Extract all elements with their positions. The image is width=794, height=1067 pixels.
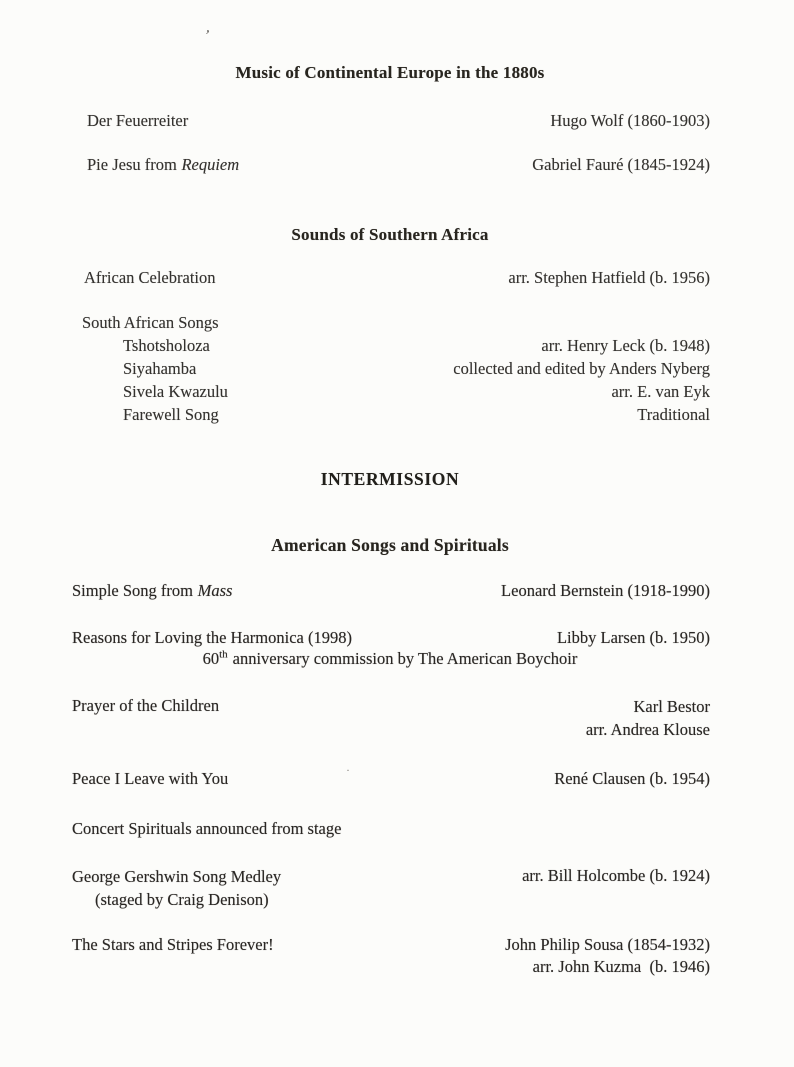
piece-title: The Stars and Stripes Forever! (72, 935, 274, 954)
piece-title: African Celebration (84, 268, 216, 287)
program-sub-entry (70, 334, 710, 357)
section-heading: Sounds of Southern Africa (291, 225, 489, 244)
composer-name: John Philip Sousa (1854-1932) (505, 935, 710, 954)
piece-title-text: Simple Song from (72, 581, 194, 600)
program-entry (72, 865, 710, 911)
composer-column (505, 934, 710, 978)
program-entry (72, 695, 710, 741)
program-entry (72, 934, 710, 978)
commission-note-number: 60 (202, 649, 220, 668)
scan-artifact-mark: ’ (202, 27, 211, 45)
program-entry (72, 580, 710, 601)
piece-subtitle: (staged by Craig Denison) (95, 890, 269, 909)
piece-title-text: Pie Jesu from (87, 155, 177, 174)
piece-title: Der Feuerreiter (87, 111, 189, 130)
program-sub-entry (70, 403, 710, 426)
piece-title: Prayer of the Children (72, 696, 220, 715)
composer-name: arr. Bill Holcombe (b. 1924) (522, 866, 710, 885)
program-entry (72, 768, 710, 789)
composer-name: Hugo Wolf (1860-1903) (550, 111, 710, 130)
composer-name: arr. Henry Leck (b. 1948) (541, 336, 710, 355)
group-title: South African Songs (82, 313, 219, 332)
piece-title (87, 154, 239, 175)
piece-title: Peace I Leave with You (72, 769, 229, 788)
piece-title: Siyahamba (123, 359, 197, 378)
section-american-songs (70, 534, 710, 978)
program-sub-entry (70, 357, 710, 380)
composer-name: Karl Bestor (633, 697, 710, 716)
composer-name: René Clausen (b. 1954) (554, 769, 710, 788)
section-heading: American Songs and Spirituals (271, 535, 509, 555)
section-heading: Music of Continental Europe in the 1880s (235, 63, 545, 82)
piece-title: Reasons for Loving the Harmonica (1998) (72, 628, 352, 647)
intermission-heading: INTERMISSION (320, 469, 460, 489)
composer-name: arr. E. van Eyk (611, 382, 710, 401)
composer-name: arr. Stephen Hatfield (b. 1956) (508, 268, 710, 287)
piece-title: George Gershwin Song Medley (72, 867, 282, 886)
piece-title-work-italic: Mass (197, 581, 233, 600)
program-entry (72, 627, 710, 648)
scan-artifact-dot: · (346, 763, 350, 777)
composer-name: collected and edited by Anders Nyberg (453, 359, 710, 378)
program-entry (72, 818, 710, 839)
section-southern-africa (70, 224, 710, 426)
program-entry-group-title (82, 312, 710, 333)
program-entry (84, 267, 710, 288)
piece-title-block (72, 865, 281, 911)
arranger-name: arr. John Kuzma (b. 1946) (532, 957, 710, 976)
program-sub-entry (70, 380, 710, 403)
composer-name: Libby Larsen (b. 1950) (556, 628, 710, 647)
program-entry (87, 110, 710, 131)
commission-note-text: anniversary commission by The American Boychoir (232, 649, 578, 668)
arranger-name: arr. Andrea Klouse (585, 720, 710, 739)
program-entry (87, 154, 710, 175)
piece-title: Tshotsholoza (123, 336, 210, 355)
piece-title-work-italic: Requiem (181, 155, 240, 174)
section-continental-europe (70, 62, 710, 175)
piece-title: Farewell Song (123, 405, 219, 424)
commission-note-ordinal: th (219, 648, 228, 661)
piece-title (72, 580, 232, 601)
composer-name: Leonard Bernstein (1918-1990) (501, 581, 710, 600)
commission-note (70, 648, 710, 669)
piece-title: Sivela Kwazulu (123, 382, 228, 401)
composer-name: Gabriel Fauré (1845-1924) (532, 155, 710, 174)
composer-column (586, 695, 710, 741)
composer-name: Traditional (637, 405, 710, 424)
piece-title: Concert Spirituals announced from stage (72, 819, 342, 838)
